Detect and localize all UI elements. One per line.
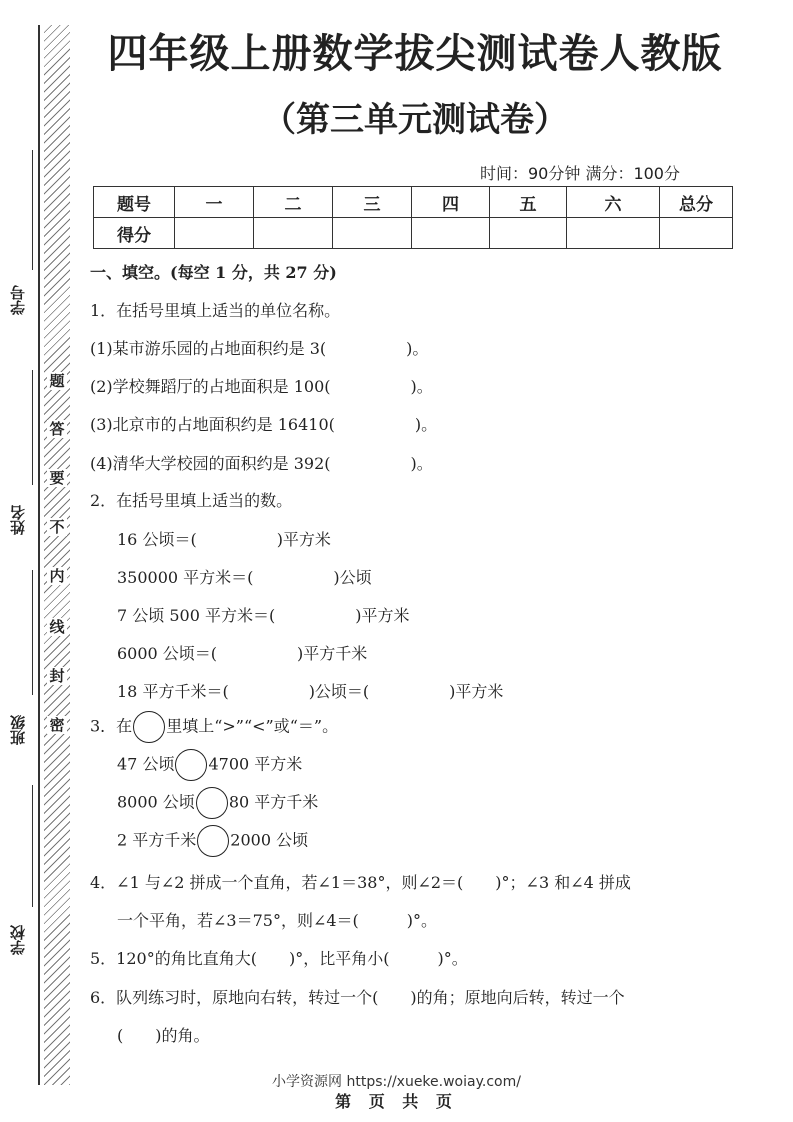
seal-char: 题	[47, 372, 67, 390]
seal-char: 答	[47, 420, 67, 438]
compare-right: 4700 平方米	[208, 754, 303, 774]
class-label: 班级	[9, 715, 27, 745]
score-cell[interactable]	[412, 218, 490, 249]
seal-char: 线	[47, 618, 67, 636]
seal-char: 内	[47, 567, 67, 585]
score-cell[interactable]	[175, 218, 254, 249]
question-item: 16 公顷＝( )平方米	[117, 530, 331, 549]
question-line: 6．队列练习时，原地向右转，转过一个( )的角；原地向后转，转过一个	[90, 988, 625, 1007]
name-field	[6, 370, 30, 535]
compare-left: 2 平方千米	[117, 830, 197, 850]
seal-char: 封	[47, 667, 67, 685]
question-stem: 2．在括号里填上适当的数。	[90, 491, 293, 510]
score-cell[interactable]	[490, 218, 567, 249]
question-stem: 1．在括号里填上适当的单位名称。	[90, 301, 341, 320]
seal-char: 密	[47, 716, 67, 734]
section-heading: 一、填空。(每空 1 分，共 27 分)	[90, 263, 337, 282]
question-line: ( )的角。	[117, 1026, 210, 1045]
student-id-field	[6, 150, 30, 315]
compare-circle[interactable]	[175, 749, 207, 781]
student-id-rule[interactable]	[32, 150, 33, 270]
school-field	[6, 785, 30, 955]
question-line: 5．120°的角比直角大( )°，比平角小( )°。	[90, 949, 468, 968]
time-info: 时间：90分钟 满分：100分	[480, 164, 680, 183]
stem-text: 里填上“>”“<”或“＝”。	[166, 716, 339, 736]
compare-circle[interactable]	[196, 787, 228, 819]
class-field	[6, 570, 30, 745]
compare-circle[interactable]	[197, 825, 229, 857]
compare-right: 80 平方千米	[228, 792, 319, 812]
class-rule[interactable]	[32, 570, 33, 695]
stem-text: 3．在	[90, 716, 133, 736]
page-title: 四年级上册数学拔尖测试卷人教版	[107, 31, 723, 77]
question-item	[117, 749, 302, 781]
seal-char: 不	[47, 518, 67, 536]
question-item: (4)清华大学校园的面积约是 392( )。	[90, 454, 433, 473]
score-cell[interactable]	[567, 218, 660, 249]
student-id-label: 学号	[9, 285, 27, 315]
question-line: 一个平角，若∠3＝75°，则∠4＝( )°。	[117, 911, 438, 930]
name-rule[interactable]	[32, 370, 33, 485]
table-cell: 一	[175, 187, 254, 218]
footer-url: 小学资源网 https://xueke.woiay.com/	[272, 1074, 521, 1090]
binding-hatch	[44, 25, 70, 1085]
compare-left: 47 公顷	[117, 754, 175, 774]
table-cell: 得分	[94, 218, 175, 249]
question-item: (2)学校舞蹈厅的占地面积是 100( )。	[90, 377, 433, 396]
score-cell[interactable]	[660, 218, 733, 249]
score-cell[interactable]	[333, 218, 412, 249]
name-label: 姓名	[9, 505, 27, 535]
score-table	[93, 186, 733, 249]
table-cell: 题号	[94, 187, 175, 218]
compare-circle[interactable]	[133, 711, 165, 743]
question-item	[117, 787, 318, 819]
score-cell[interactable]	[254, 218, 333, 249]
school-label: 学校	[9, 925, 27, 955]
table-cell: 六	[567, 187, 660, 218]
seal-char: 要	[47, 469, 67, 487]
question-item: (1)某市游乐园的占地面积约是 3( )。	[90, 339, 429, 358]
table-cell: 二	[254, 187, 333, 218]
question-item: 6000 公顷＝( )平方千米	[117, 644, 368, 663]
table-cell: 总分	[660, 187, 733, 218]
table-row	[94, 218, 733, 249]
question-item	[117, 825, 308, 857]
compare-left: 8000 公顷	[117, 792, 195, 812]
table-cell: 四	[412, 187, 490, 218]
question-item: 18 平方千米＝( )公顷＝( )平方米	[117, 682, 504, 701]
question-item: 7 公顷 500 平方米＝( )平方米	[117, 606, 410, 625]
question-stem	[90, 711, 338, 743]
binding-line	[38, 25, 40, 1085]
question-item: 350000 平方米＝( )公顷	[117, 568, 372, 587]
table-cell: 五	[490, 187, 567, 218]
school-rule[interactable]	[32, 785, 33, 907]
page-subtitle: （第三单元测试卷）	[262, 100, 568, 140]
question-item: (3)北京市的占地面积约是 16410( )。	[90, 415, 438, 434]
binding-margin	[0, 0, 75, 1122]
table-row	[94, 187, 733, 218]
question-line: 4．∠1 与∠2 拼成一个直角，若∠1＝38°，则∠2＝( )°；∠3 和∠4 拼成	[90, 873, 631, 892]
table-cell: 三	[333, 187, 412, 218]
page-number: 第 页 共 页	[335, 1092, 458, 1111]
compare-right: 2000 公顷	[230, 830, 309, 850]
